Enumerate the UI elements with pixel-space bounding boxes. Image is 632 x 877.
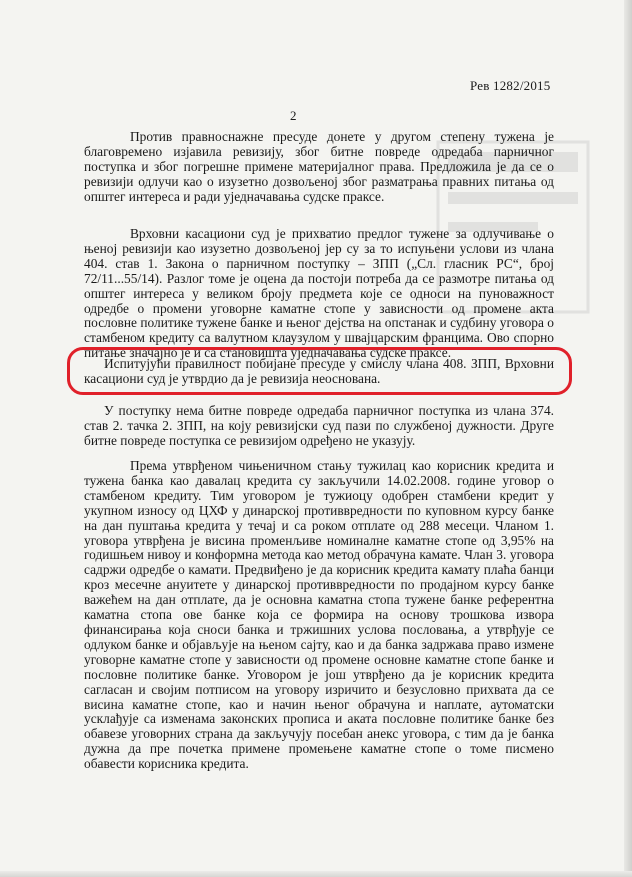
paragraph-court-acceptance: Врховни касациони суд је прихватио предлог тужене за одлучивање о њеној ревизији као изузетно дозвољеној јер су за то испуњени услови из члана 404. став 1. Закона о парничном поступку – ЗПП („Сл. гласник РС“, број 72/11...55/14). Разлог томе је оцена да постоји потреба да се размотре питања од општег интереса у великом броју предмета које се односи на пуноважност одредбе о промени уговорне каматне стопе у зависности од промене акта пословне политике тужене банке и њеног дејства на опстанак и судбину уговора о стамбеном кредиту са валутном клаузулом у швајцарским францима. Ово спорно питање значајно је и са становишта уједначавања судске праксе. bbox=[84, 226, 554, 361]
paragraph-highlighted-ruling: Испитујући правилност побијане пресуде у смислу члана 408. ЗПП, Врховни касациони суд је утврдио да је ревизија неоснована. bbox=[84, 356, 554, 386]
page-bottom-edge bbox=[0, 871, 632, 877]
red-highlight-ring bbox=[67, 347, 572, 395]
case-number: Рев 1282/2015 bbox=[470, 78, 551, 93]
page-number: 2 bbox=[290, 108, 297, 123]
page-edge-shadow bbox=[624, 0, 632, 877]
paragraph-facts: Према утврђеном чињеничном стању тужилац као корисник кредита и тужена банка као давалац кредита су закључили 14.02.2008. године уговор о стамбеном кредиту. Тим уговором је тужиоцу одобрен стамбени кредит у укупном износу од ЦХФ у динарској противвредности по куповном курсу банке на дан пуштања кредита у течај и са роком отплате од 288 месеци. Чланом 1. уговора утврђена је висина променљиве номиналне каматне стопе од 3,95% на годишњем нивоу и конформна метода као метод обрачуна камате. Члан 3. уговора садржи одредбе о камати. Предвиђено је да корисник кредита камату плаћа банци кроз месечне ануитете у динарској противвредности по продајном курсу банке важећем на дан отплате, да је основна каматна стопа тужене банке референтна каматна стопа ове банке која се формира на основу трошкова извора финансирања која сноси банка и тржишних услова пословања, а утврђује се одлуком банке и објављује на њеном сајту, као и да банка задржава право измене уговорне каматне стопе у зависности од промене основне каматне стопе банке и пословне политике банке. Уговором је још утврђено да је корисник кредита сагласан и својим потписом на уговору изричито и безусловно прихвата да се висина каматне стопе, као и начин њеног обрачуна и наплате, аутоматски усклађује са изменама законских прописа и аката пословне политике банке без обавезе уговорних страна да закључују посебан анекс уговора, с тим да је банка дужна да пре почетка примене промењене каматне стопе о томе писмено обавести корисника кредита. bbox=[84, 458, 554, 772]
paragraph-procedure: У поступку нема битне повреде одредаба парничног поступка из члана 374. став 2. тачка 2. ЗПП, на коју ревизијски суд пази по службеној дужности. Друге битне повреде поступка се ревизијом одређено не указују. bbox=[84, 403, 554, 448]
paragraph-appeal: Против правноснажне пресуде донете у другом степену тужена је благовремено изјавила ревизију, због битне повреде одредаба парничног поступка и због погрешне примене материјалног права. Предложила је да се о ревизији одлучи као о изузетно дозвољеној због разматрања правних питања од општег интереса и ради уједначавања судске праксе. bbox=[84, 129, 554, 204]
